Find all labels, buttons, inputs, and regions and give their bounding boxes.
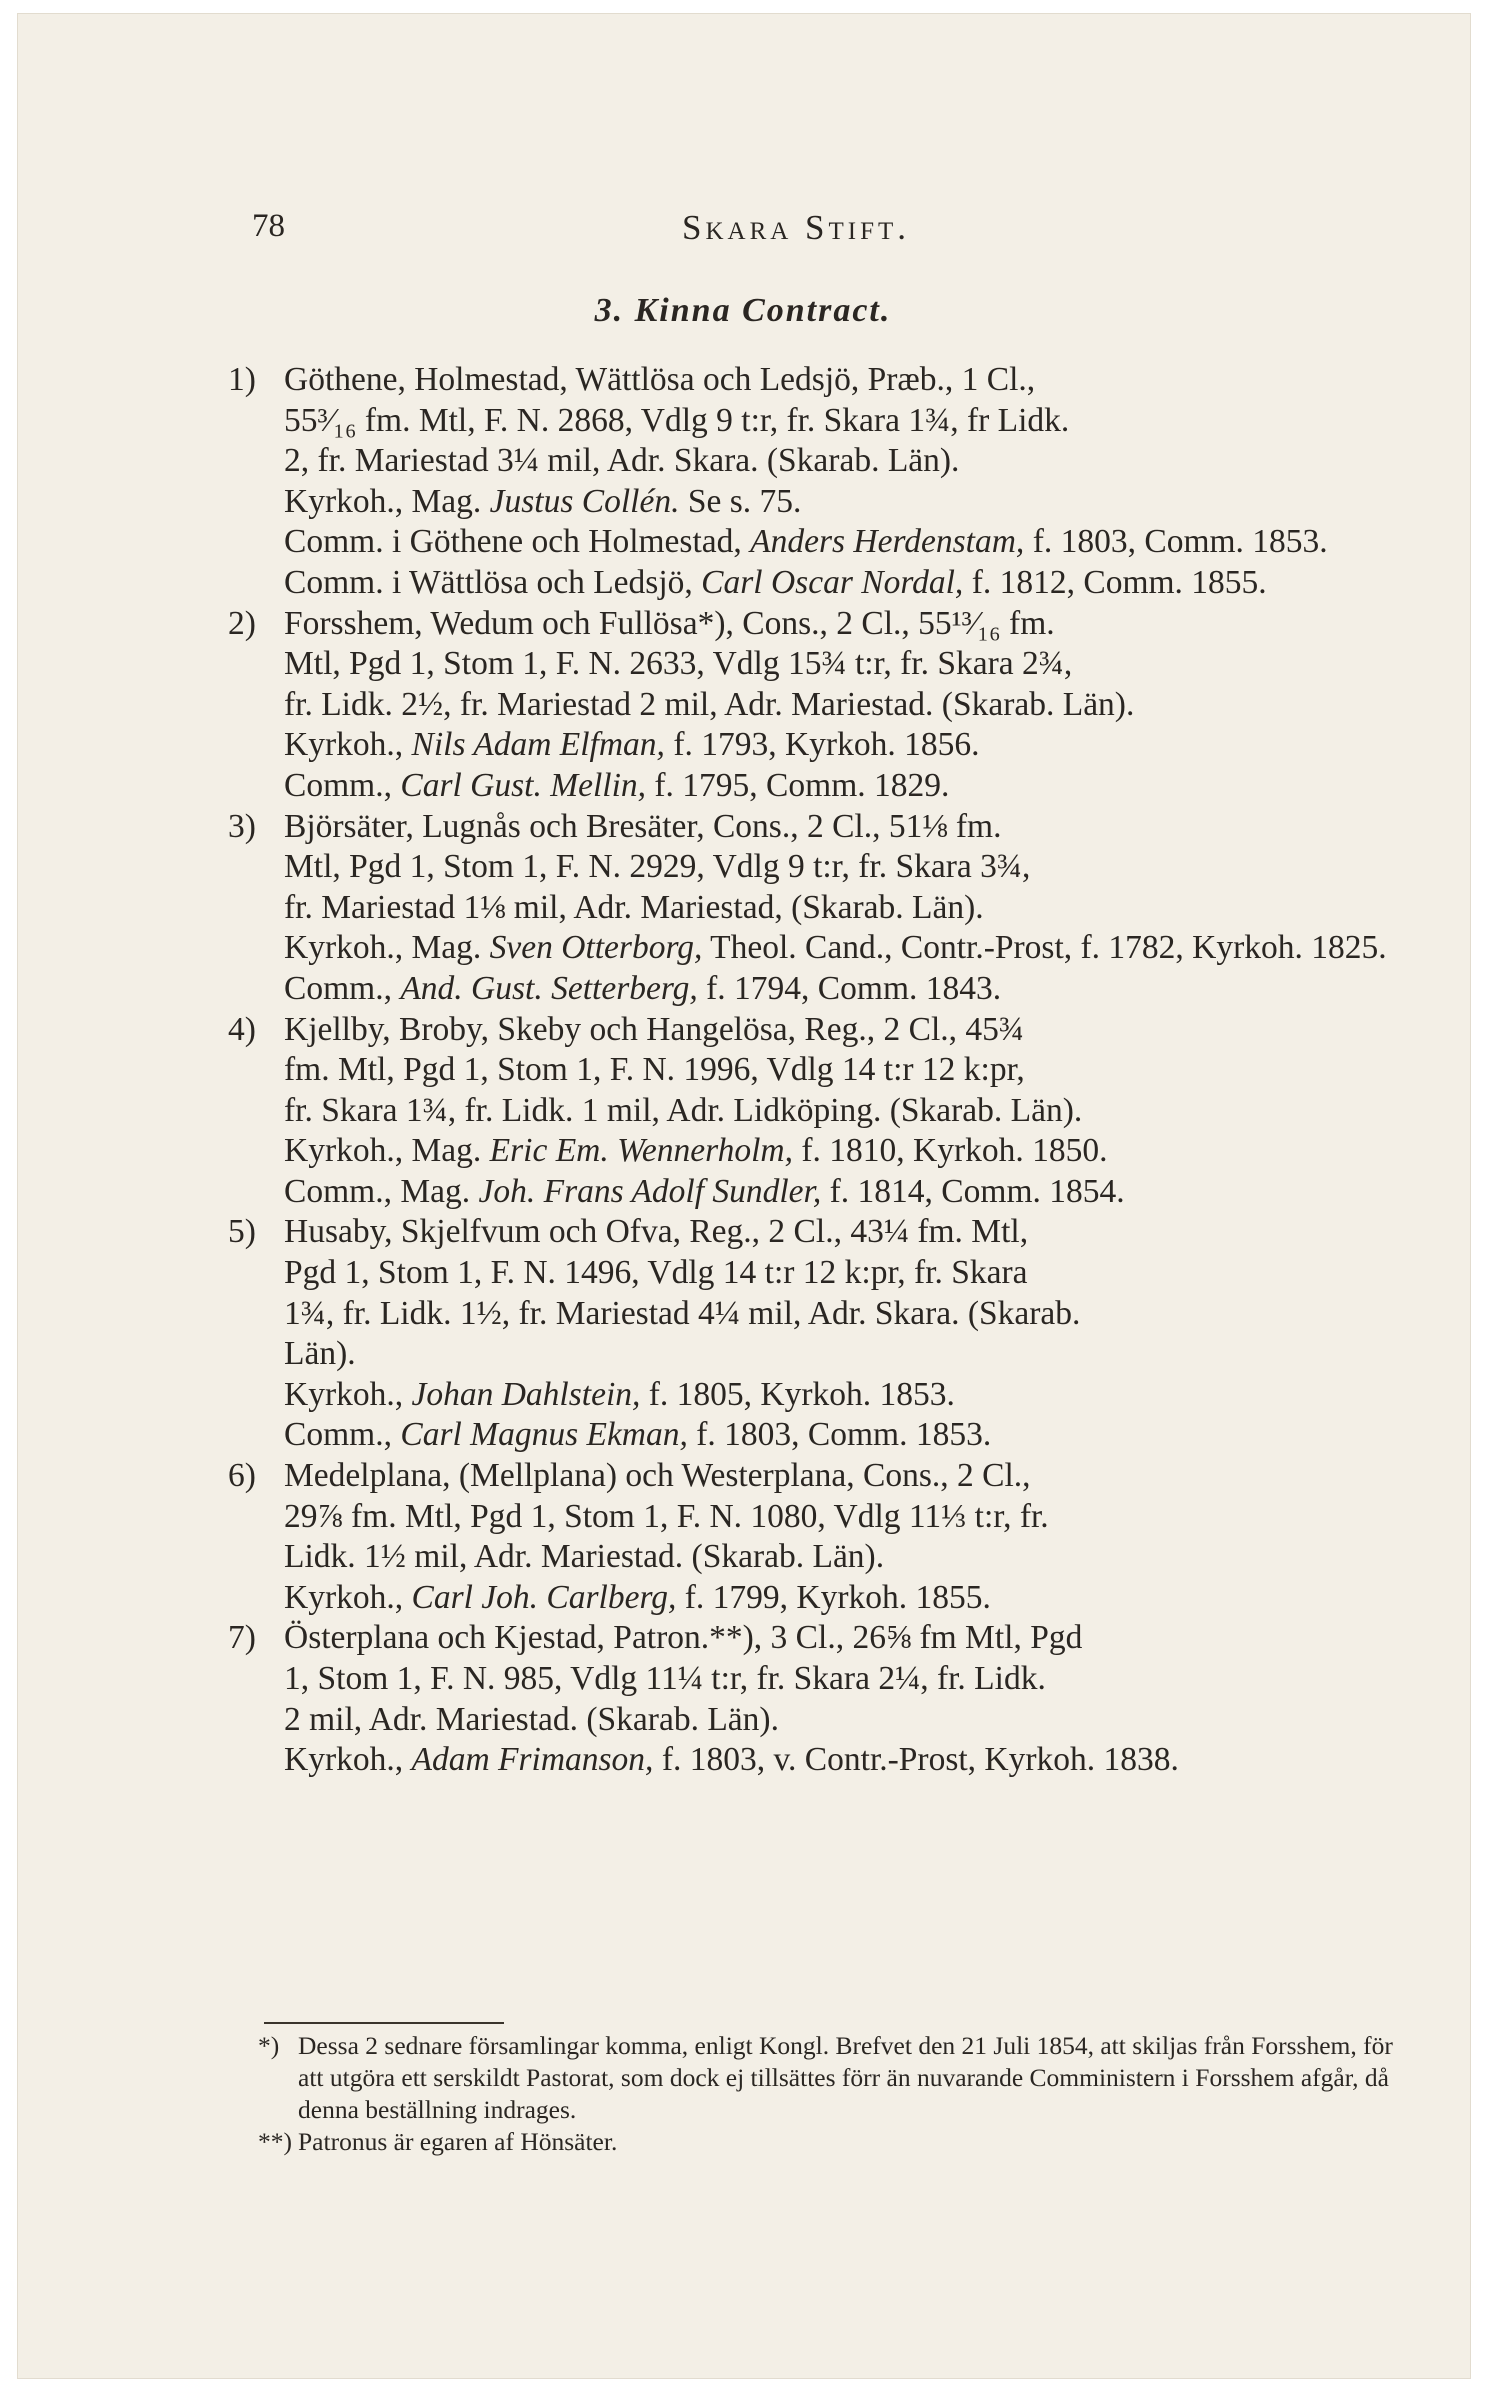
clergy-name: Johan Dahlstein,	[411, 1375, 641, 1413]
entry-number: 6)	[228, 1457, 256, 1495]
clergy-name: Nils Adam Elfman,	[411, 726, 665, 764]
clergy-line	[284, 1375, 1404, 1416]
entry-line: Österplana och Kjestad, Patron.**), 3 Cl., 26⅝ fm Mtl, Pgd	[284, 1619, 1083, 1657]
parish-entry	[228, 1212, 1404, 1456]
clergy-line	[284, 969, 1404, 1010]
clergy-role: Comm. i Wättlösa och Ledsjö,	[284, 563, 693, 601]
clergy-role: Kyrkoh.,	[284, 1578, 404, 1616]
clergy-details: Theol. Cand., Contr.-Prost, f. 1782, Kyrkoh. 1825.	[710, 929, 1387, 967]
entry-line: Björsäter, Lugnås och Bresäter, Cons., 2 Cl., 51⅛ fm.	[284, 807, 1002, 845]
footnote-mark: *)	[258, 2031, 280, 2060]
clergy-name: Eric Em. Wennerholm,	[489, 1132, 793, 1170]
clergy-role: Kyrkoh., Mag.	[284, 1132, 482, 1170]
entry-line: Husaby, Skjelfvum och Ofva, Reg., 2 Cl., 43¼ fm. Mtl,	[284, 1213, 1029, 1251]
clergy-line	[284, 766, 1404, 807]
clergy-name: Carl Joh. Carlberg,	[411, 1578, 677, 1616]
entry-line: 1¾, fr. Lidk. 1½, fr. Mariestad 4¼ mil, Adr. Skara. (Skarab.	[284, 1294, 1081, 1332]
entry-line: Medelplana, (Mellplana) och Westerplana, Cons., 2 Cl.,	[284, 1457, 1031, 1495]
entry-line: Pgd 1, Stom 1, F. N. 1496, Vdlg 14 t:r 12 k:pr, fr. Skara	[284, 1254, 1028, 1292]
clergy-name: Sven Otterborg,	[489, 929, 703, 967]
clergy-name: Carl Magnus Ekman,	[400, 1416, 688, 1454]
footnote	[258, 2126, 1398, 2158]
footnote-divider	[264, 2022, 504, 2024]
clergy-details: f. 1805, Kyrkoh. 1853.	[648, 1375, 955, 1413]
clergy-name: And. Gust. Setterberg,	[400, 969, 698, 1007]
clergy-role: Kyrkoh.,	[284, 1375, 404, 1413]
clergy-name: Carl Oscar Nordal,	[701, 563, 964, 601]
entry-line: 55³⁄₁₆ fm. Mtl, F. N. 2868, Vdlg 9 t:r, fr. Skara 1¾, fr Lidk.	[284, 401, 1070, 439]
clergy-role: Kyrkoh.,	[284, 726, 404, 764]
clergy-details: f. 1812, Comm. 1855.	[971, 563, 1267, 601]
page-number: 78	[252, 208, 285, 244]
clergy-details: f. 1795, Comm. 1829.	[654, 766, 950, 804]
clergy-line	[284, 1131, 1404, 1172]
running-head: Skara Stift.	[682, 208, 911, 247]
clergy-role: Comm.,	[284, 1416, 392, 1454]
footnote-text: Patronus är egaren af Hönsäter.	[298, 2127, 618, 2156]
entry-number: 3)	[228, 807, 256, 845]
clergy-line	[284, 482, 1404, 523]
clergy-details: f. 1803, Comm. 1853.	[696, 1416, 992, 1454]
footnote	[258, 2030, 1398, 2126]
clergy-line	[284, 1740, 1404, 1781]
clergy-details: f. 1793, Kyrkoh. 1856.	[673, 726, 980, 764]
clergy-details: Se s. 75.	[687, 482, 802, 520]
clergy-name: Carl Gust. Mellin,	[400, 766, 647, 804]
clergy-role: Comm.,	[284, 766, 392, 804]
clergy-line	[284, 1172, 1404, 1213]
clergy-details: f. 1799, Kyrkoh. 1855.	[684, 1578, 991, 1616]
parish-entry	[228, 1618, 1404, 1780]
clergy-role: Comm., Mag.	[284, 1172, 471, 1210]
clergy-name: Joh. Frans Adolf Sundler,	[478, 1172, 822, 1210]
entry-line: 2, fr. Mariestad 3¼ mil, Adr. Skara. (Skarab. Län).	[284, 442, 960, 480]
footnotes	[258, 2030, 1398, 2158]
clergy-line	[284, 522, 1404, 563]
clergy-name: Anders Herdenstam,	[750, 523, 1025, 561]
parish-entry	[228, 604, 1404, 807]
clergy-role: Kyrkoh., Mag.	[284, 482, 482, 520]
entry-line: Mtl, Pgd 1, Stom 1, F. N. 2633, Vdlg 15¾ t:r, fr. Skara 2¾,	[284, 645, 1073, 683]
clergy-role: Comm. i Göthene och Holmestad,	[284, 523, 742, 561]
entry-line: 29⅞ fm. Mtl, Pgd 1, Stom 1, F. N. 1080, Vdlg 11⅓ t:r, fr.	[284, 1497, 1049, 1535]
clergy-details: f. 1814, Comm. 1854.	[829, 1172, 1125, 1210]
entry-number: 1)	[228, 361, 256, 398]
entry-line: Kjellby, Broby, Skeby och Hangelösa, Reg., 2 Cl., 45¾	[284, 1010, 1025, 1048]
entry-line: 2 mil, Adr. Mariestad. (Skarab. Län).	[284, 1700, 779, 1738]
footnote-mark: **)	[258, 2127, 292, 2156]
clergy-role: Comm.,	[284, 969, 392, 1007]
entry-line: fm. Mtl, Pgd 1, Stom 1, F. N. 1996, Vdlg 14 t:r 12 k:pr,	[284, 1051, 1025, 1089]
parish-entry	[228, 1456, 1404, 1618]
clergy-details: f. 1803, v. Contr.-Prost, Kyrkoh. 1838.	[661, 1741, 1179, 1779]
page-header	[252, 208, 1402, 260]
parish-entry	[228, 807, 1404, 1010]
section-title: 3. Kinna Contract.	[594, 292, 892, 329]
entry-line: Län).	[284, 1335, 356, 1373]
entry-number: 5)	[228, 1213, 256, 1251]
entry-line: 1, Stom 1, F. N. 985, Vdlg 11¼ t:r, fr. Skara 2¼, fr. Lidk.	[284, 1660, 1046, 1697]
clergy-line	[284, 1415, 1404, 1456]
entry-line: Lidk. 1½ mil, Adr. Mariestad. (Skarab. Län).	[284, 1538, 885, 1576]
clergy-details: f. 1810, Kyrkoh. 1850.	[801, 1132, 1108, 1170]
entry-line: fr. Skara 1¾, fr. Lidk. 1 mil, Adr. Lidköping. (Skarab. Län).	[284, 1091, 1083, 1129]
entry-line: Forsshem, Wedum och Fullösa*), Cons., 2 Cl., 55¹³⁄₁₆ fm.	[284, 604, 1055, 642]
clergy-line	[284, 725, 1404, 766]
entry-line: fr. Mariestad 1⅛ mil, Adr. Mariestad, (Skarab. Län).	[284, 888, 984, 926]
parish-entry	[228, 1010, 1404, 1213]
footnote-text: Dessa 2 sednare församlingar komma, enligt Kongl. Brefvet den 21 Juli 1854, att skiljas från Forsshem, för att utgöra ett serskildt Pastorat, som dock ej tillsättes förr än nuvarande Comministern i Forsshem afgår, då denna beställning indrages.	[298, 2031, 1393, 2124]
entry-number: 2)	[228, 604, 256, 642]
parish-list	[228, 360, 1404, 1781]
clergy-role: Kyrkoh.,	[284, 1741, 404, 1779]
entry-number: 4)	[228, 1010, 256, 1048]
clergy-line	[284, 563, 1404, 604]
clergy-line	[284, 928, 1404, 969]
clergy-role: Kyrkoh., Mag.	[284, 929, 482, 967]
parish-entry	[228, 360, 1404, 604]
clergy-name: Adam Frimanson,	[411, 1741, 654, 1779]
entry-line: fr. Lidk. 2½, fr. Mariestad 2 mil, Adr. Mariestad. (Skarab. Län).	[284, 685, 1135, 723]
entry-number: 7)	[228, 1619, 256, 1657]
clergy-name: Justus Collén.	[489, 482, 680, 520]
clergy-line	[284, 1578, 1404, 1619]
clergy-details: f. 1803, Comm. 1853.	[1032, 523, 1328, 561]
entry-line: Mtl, Pgd 1, Stom 1, F. N. 2929, Vdlg 9 t:r, fr. Skara 3¾,	[284, 848, 1031, 886]
entry-line: Göthene, Holmestad, Wättlösa och Ledsjö, Præb., 1 Cl.,	[284, 361, 1036, 398]
clergy-details: f. 1794, Comm. 1843.	[706, 969, 1002, 1007]
